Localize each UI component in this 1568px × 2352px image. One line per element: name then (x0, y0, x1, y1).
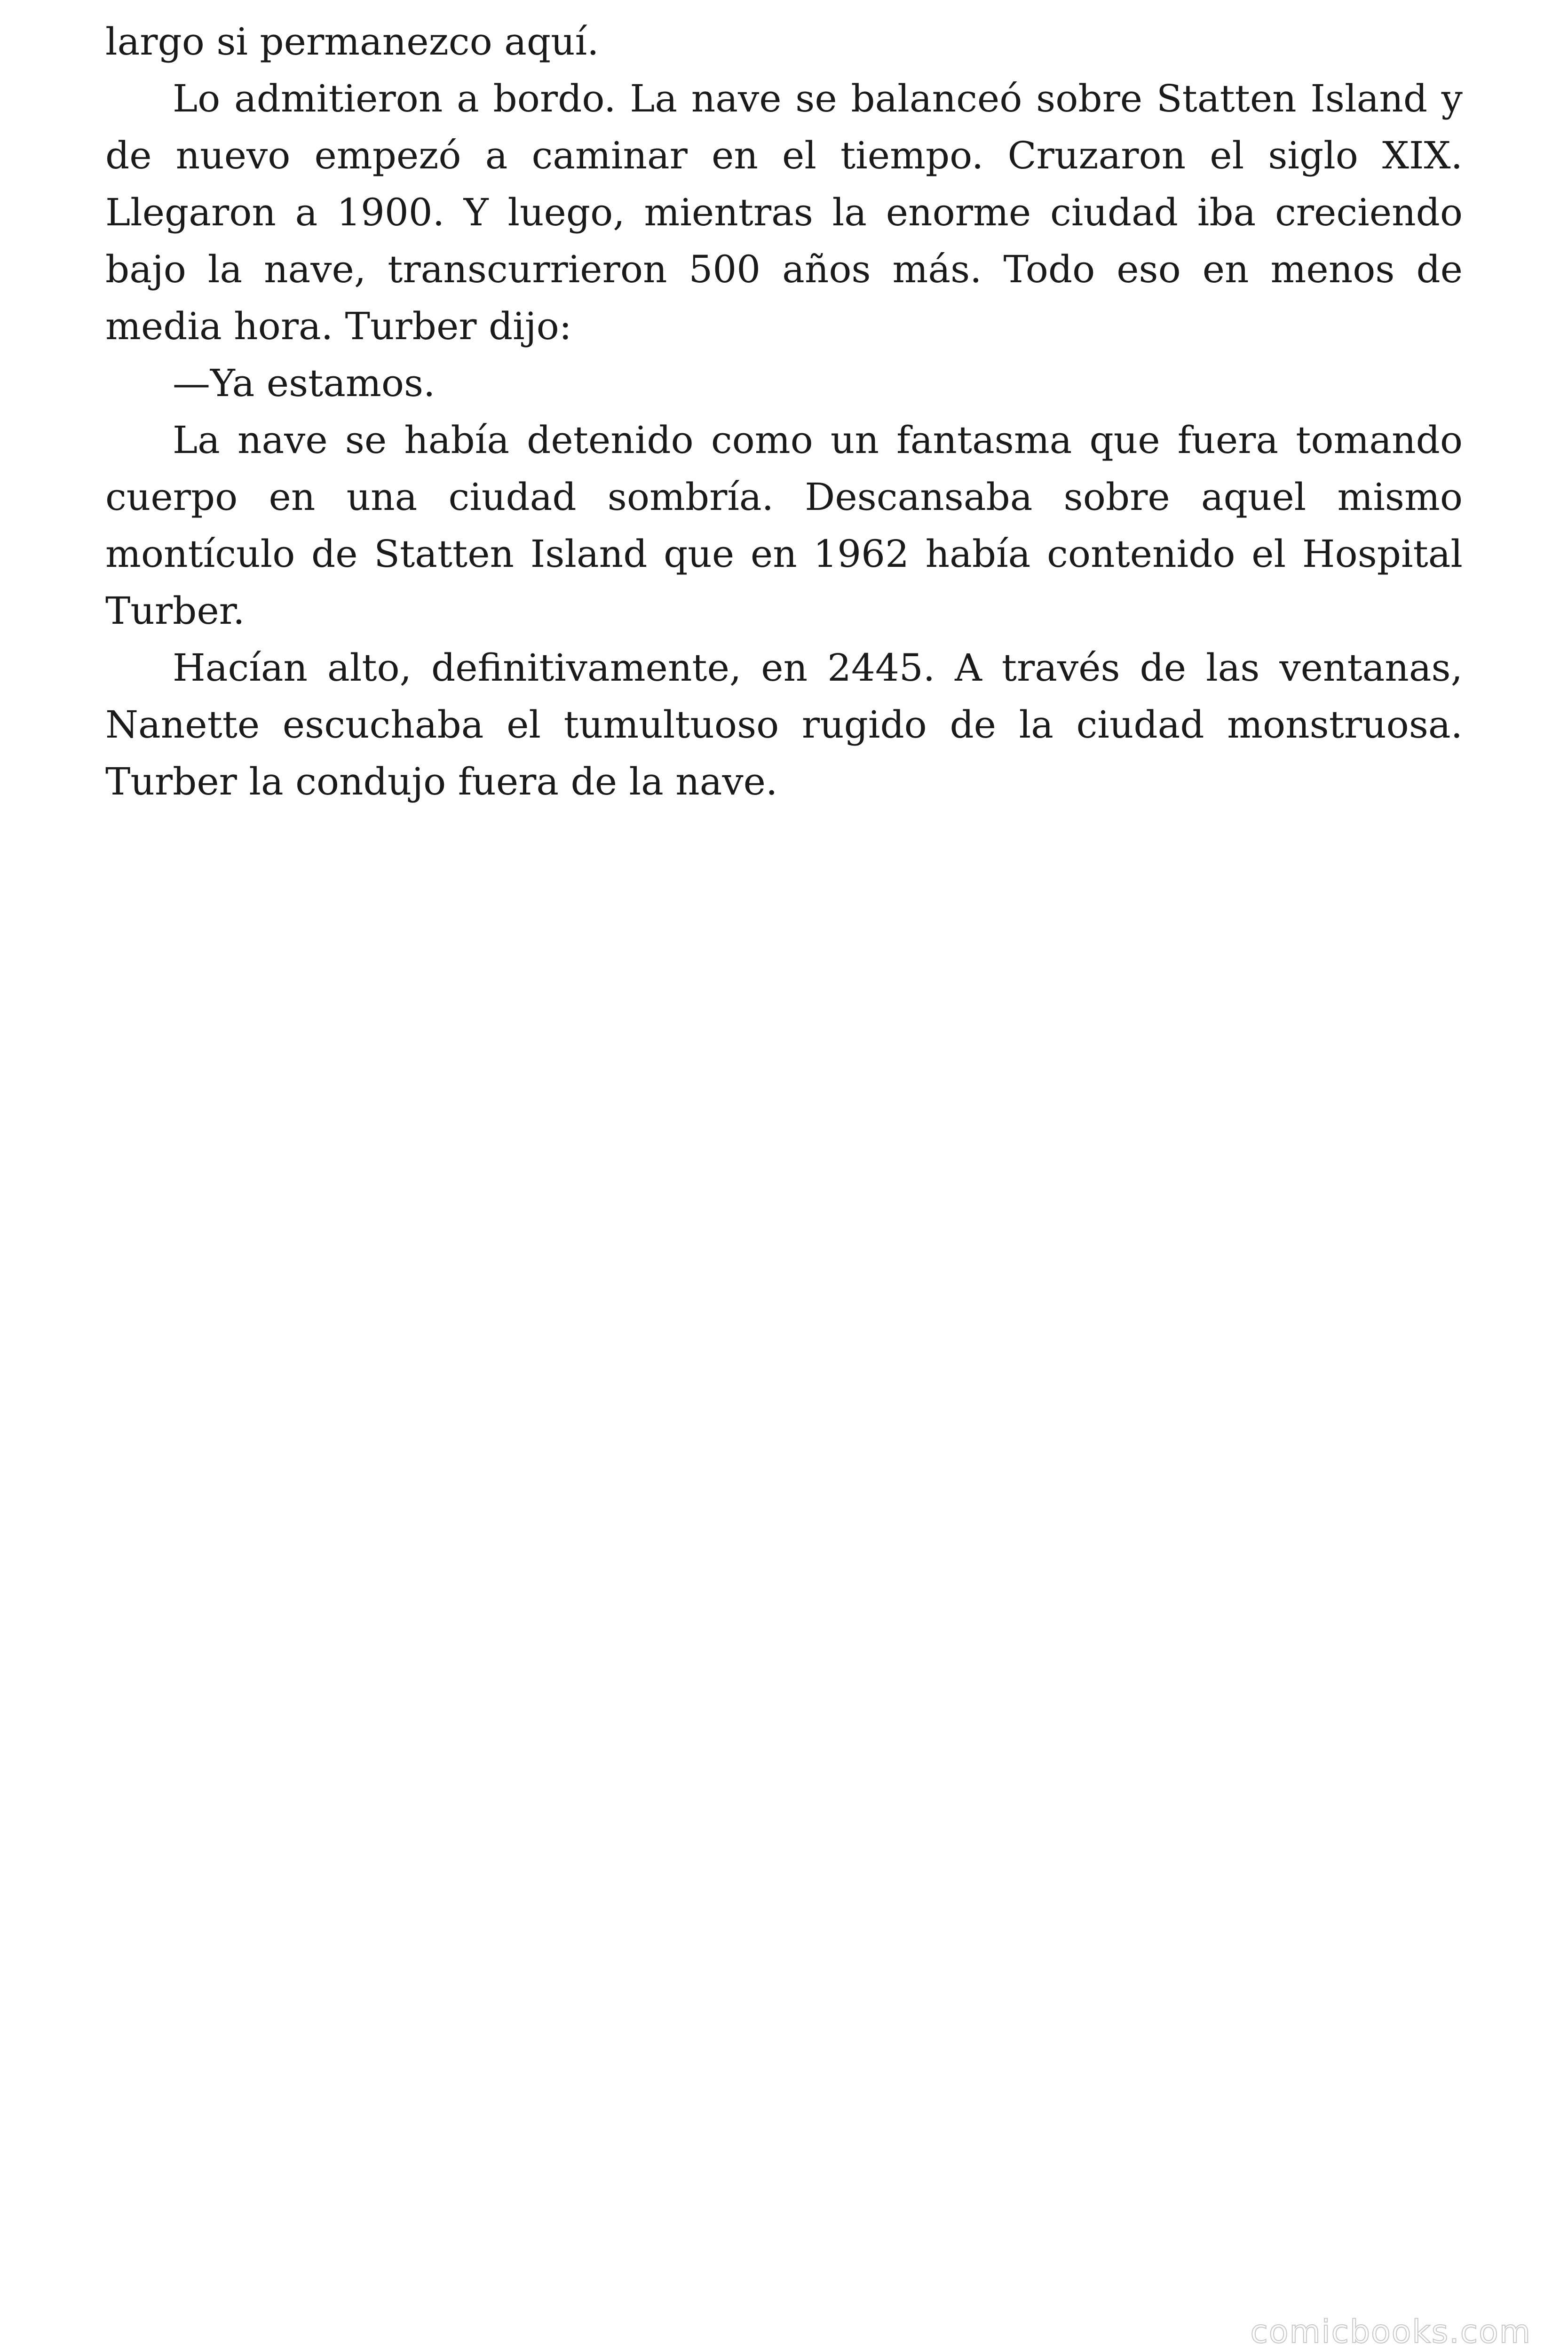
dialogue-line: —Ya estamos. (173, 361, 436, 405)
paragraph-continuation: largo si permanezco aquí. (105, 20, 599, 64)
watermark: comicbooks.com (1250, 2313, 1531, 2351)
body-text (105, 13, 1463, 810)
paragraph: Lo admitieron a bordo. La nave se balanceó sobre Statten Island y de nuevo empezó a caminar en el tiempo. Cruzaron el siglo XIX. Llegaron a 1900. Y luego, mientras la enorme ciudad iba creciendo bajo la nave, transcurrieron 500 años más. Todo eso en menos de media hora. Turber dijo: (105, 77, 1463, 348)
paragraph: Hacían alto, definitivamente, en 2445. A través de las ventanas, Nanette escuchaba el tumultuoso rugido de la ciudad monstruosa. Turber la condujo fuera de la nave. (105, 646, 1463, 803)
paragraph: La nave se había detenido como un fantasma que fuera tomando cuerpo en una ciudad sombría. Descansaba sobre aquel mismo montículo de Statten Island que en 1962 había contenido el Hospital Turber. (105, 418, 1463, 633)
